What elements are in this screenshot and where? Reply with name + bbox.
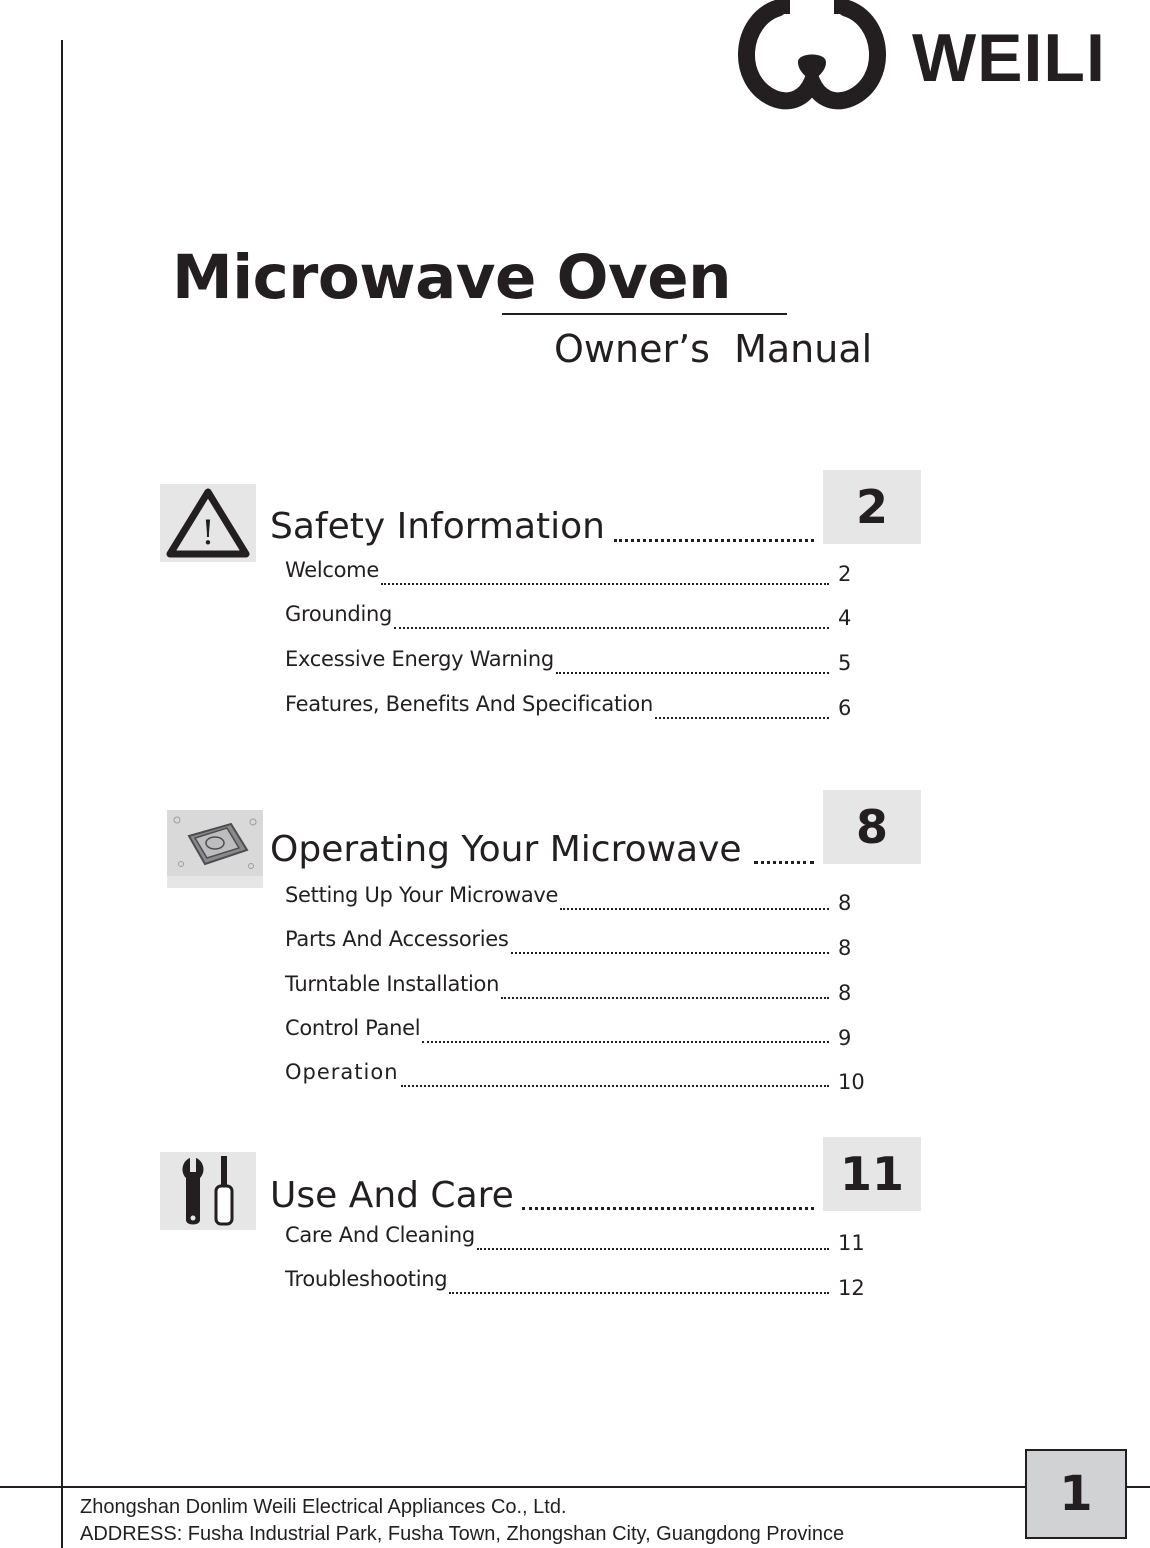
toc-entry[interactable]: Welcome: [285, 558, 833, 590]
footer-rule: [0, 1486, 1150, 1488]
toc-entry[interactable]: Setting Up Your Microwave: [285, 883, 833, 915]
toc-entry-page: 11: [838, 1231, 865, 1255]
microwave-sketch-icon: [167, 810, 263, 888]
title-leader-dots: [614, 535, 814, 542]
footer-address: ADDRESS: Fusha Industrial Park, Fusha Town, Zhongshan City, Guangdong Province: [80, 1523, 845, 1545]
section-page-box-use-care: 11: [823, 1137, 921, 1211]
toc-entry-page: 8: [838, 981, 852, 1005]
toc-entry-page: 5: [838, 651, 852, 675]
title-underline: [502, 313, 787, 315]
footer-company: Zhongshan Donlim Weili Electrical Appliances Co., Ltd.: [80, 1496, 567, 1518]
page-title: Microwave Oven: [172, 242, 732, 313]
toc-entry[interactable]: Parts And Accessories: [285, 927, 833, 959]
brand-wordmark: WEILI: [912, 20, 1106, 96]
toc-entry-page: 12: [838, 1276, 865, 1300]
section-title-use-care: Use And Care: [270, 1175, 514, 1216]
title-leader-dots: [522, 1203, 814, 1210]
toc-entry-page: 6: [838, 696, 852, 720]
toc-entry-page: 9: [838, 1026, 852, 1050]
toc-entry-page: 2: [838, 562, 852, 586]
toc-entry[interactable]: Operation: [285, 1060, 833, 1092]
wrench-screwdriver-icon: [160, 1152, 256, 1230]
title-leader-dots: [754, 857, 814, 864]
toc-entry[interactable]: Grounding: [285, 602, 833, 634]
toc-entry-page: 10: [838, 1070, 865, 1094]
page-number: 1: [1025, 1449, 1127, 1539]
toc-entry-page: 8: [838, 936, 852, 960]
warning-triangle-icon: [160, 484, 256, 562]
section-page-box-safety: 2: [823, 470, 921, 544]
page-subtitle: Owner’s Manual: [554, 327, 873, 371]
toc-entry[interactable]: Troubleshooting: [285, 1267, 833, 1299]
toc-entry[interactable]: Turntable Installation: [285, 972, 833, 1004]
section-page-box-operating: 8: [823, 790, 921, 864]
toc-entry-page: 8: [838, 891, 852, 915]
left-margin-rule: [61, 40, 63, 1548]
toc-entry-page: 4: [838, 606, 852, 630]
toc-entry[interactable]: Control Panel: [285, 1016, 833, 1048]
section-title-safety: Safety Information: [270, 506, 605, 547]
toc-entry[interactable]: Features, Benefits And Specification: [285, 692, 833, 724]
svg-text:!: !: [201, 513, 215, 553]
section-title-operating: Operating Your Microwave: [270, 829, 742, 870]
toc-entry[interactable]: Excessive Energy Warning: [285, 647, 833, 679]
toc-entry[interactable]: Care And Cleaning: [285, 1223, 833, 1255]
